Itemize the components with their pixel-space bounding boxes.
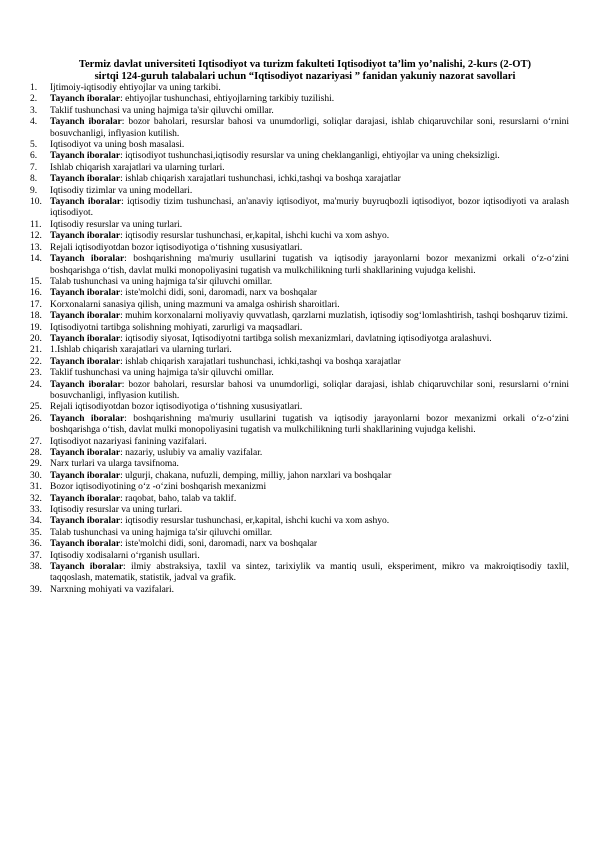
list-item: [30, 243, 569, 254]
item-number: 23.: [30, 368, 42, 379]
item-number: 29.: [30, 459, 42, 470]
item-number: 36.: [30, 539, 42, 550]
item-number: 7.: [30, 162, 38, 173]
item-text: [50, 300, 569, 311]
keyword-label: Tayanch iboralar: [50, 254, 125, 265]
item-text: [50, 220, 569, 231]
item-text: [50, 151, 569, 162]
item-body: Bozor iqtisodiyotining o‘z -o‘zini boshqarish mexanizmi: [50, 482, 267, 493]
item-body: : bozor baholari, resurslar bahosi va unumdorligi, soliqlar darajasi, ishlab chiqaruvchilar soni, resurslarni o‘rnini bosuvchanligi, inflyasion kutilish.: [50, 379, 569, 401]
item-text: [50, 380, 569, 403]
keyword-label: Tayanch iboralar: [50, 197, 122, 208]
item-text: [50, 231, 569, 242]
item-text: [50, 345, 569, 356]
item-body: : raqobat, baho, talab va taklif.: [120, 493, 237, 504]
list-item: [30, 163, 569, 174]
item-text: [50, 174, 569, 185]
item-body: Iqtisodiy resurslar va uning turlari.: [50, 219, 183, 230]
item-body: Iqtisodiy xodisalarni o‘rganish usullari.: [50, 550, 200, 561]
keyword-label: Tayanch iboralar: [50, 470, 121, 481]
question-list: [30, 83, 569, 596]
item-body: Iqtisodiyot nazariyasi fanining vazifalari.: [50, 436, 207, 447]
item-text: [50, 414, 569, 437]
list-item: [30, 471, 569, 482]
list-item: [30, 83, 569, 94]
item-number: 37.: [30, 550, 42, 561]
item-number: 12.: [30, 231, 42, 242]
keyword-label: Tayanch iboralar: [50, 151, 121, 162]
item-body: Korxonalarni sanasiya qilish, uning mazmuni va amalga oshirish sharoitlari.: [50, 299, 340, 310]
item-number: 15.: [30, 276, 42, 287]
item-text: [50, 83, 569, 94]
item-number: 14.: [30, 254, 42, 265]
item-text: [50, 368, 569, 379]
list-item: [30, 505, 569, 516]
item-number: 4.: [30, 117, 38, 128]
keyword-label: Tayanch iboralar: [50, 516, 121, 527]
list-item: [30, 254, 569, 277]
item-text: [50, 334, 569, 345]
item-text: [50, 186, 569, 197]
item-text: [50, 482, 569, 493]
item-number: 34.: [30, 516, 42, 527]
list-item: [30, 516, 569, 527]
list-item: [30, 585, 569, 596]
item-number: 28.: [30, 448, 42, 458]
item-number: 8.: [30, 174, 38, 185]
item-body: : ilmiy abstraksiya, taxlil va sintez, tarixiylik va mantiq usuli, eksperiment, mikro va makroiqtisodiy taxlil, taqqoslash, matematik, statistik, jadval va grafik.: [50, 562, 569, 584]
list-item: [30, 528, 569, 539]
item-number: 22.: [30, 356, 42, 367]
list-item: [30, 368, 569, 379]
item-body: Ishlab chiqarish xarajatlari va ularning turlari.: [50, 162, 225, 173]
item-body: : ehtiyojlar tushunchasi, ehtiyojlarning tarkibiy tuzilishi.: [120, 94, 335, 105]
item-text: [50, 471, 569, 482]
title-line-1: Termiz davlat universiteti Iqtisodiyot va turizm fakulteti Iqtisodiyot ta’lim yo’nalishi, 2-kurs (2-OT): [78, 59, 532, 70]
item-text: [50, 197, 569, 220]
item-text: [50, 459, 569, 470]
item-body: Taklif tushunchasi va uning hajmiga ta'sir qiluvchi omillar.: [50, 368, 274, 379]
item-body: : iqtisodiyot tushunchasi,iqtisodiy resurslar va uning cheklanganligi, ehtiyojlar va uning cheksizligi.: [120, 151, 500, 162]
item-body: : boshqarishning ma'muriy usullarini tugatish va iqtisodiy jarayonlarni bozor mexanizmi orkali o‘z-o‘zini boshqarishga o‘tish, davlat mulki monopoliyasini tugatish va mulkchilikning turli shakllarining vujudga kelishi.: [50, 254, 570, 276]
item-text: [50, 243, 569, 254]
item-body: : iste'molchi didi, soni, daromadi, narx va boshqalar: [120, 539, 318, 550]
item-number: 6.: [30, 151, 38, 162]
item-body: Talab tushunchasi va uning hajmiga ta'sir qiluvchi omillar.: [50, 527, 273, 538]
item-body: Iqtisodiy tizimlar va uning modellari.: [50, 185, 193, 196]
keyword-label: Tayanch iboralar: [50, 117, 122, 128]
list-item: [30, 174, 569, 185]
item-text: [50, 448, 569, 459]
item-number: 33.: [30, 505, 42, 516]
keyword-label: Tayanch iboralar: [50, 562, 124, 573]
keyword-label: Tayanch iboralar: [50, 174, 121, 185]
item-number: 19.: [30, 322, 42, 333]
item-text: [50, 437, 569, 448]
item-text: [50, 551, 569, 562]
item-body: Taklif tushunchasi va uning hajmiga ta'sir qiluvchi omillar.: [50, 105, 274, 116]
item-body: Narx turlari va ularga tavsifnoma.: [50, 459, 179, 470]
list-item: [30, 151, 569, 162]
item-text: [50, 505, 569, 516]
list-item: [30, 380, 569, 403]
item-text: [50, 117, 569, 140]
item-number: 38.: [30, 562, 42, 573]
list-item: [30, 414, 569, 437]
item-text: [50, 163, 569, 174]
list-item: [30, 186, 569, 197]
list-item: [30, 437, 569, 448]
item-text: [50, 562, 569, 585]
list-item: [30, 277, 569, 288]
item-number: 13.: [30, 242, 42, 253]
list-item: [30, 482, 569, 493]
list-item: [30, 94, 569, 105]
list-item: [30, 345, 569, 356]
list-item: [30, 288, 569, 299]
item-text: [50, 323, 569, 334]
item-number: 30.: [30, 470, 42, 481]
item-text: [50, 402, 569, 413]
list-item: [30, 197, 569, 220]
item-body: Ijtimoiy-iqtisodiy ehtiyojlar va uning tarkibi.: [50, 83, 221, 93]
item-body: Narxning mohiyati va vazifalari.: [50, 584, 174, 595]
list-item: [30, 494, 569, 505]
list-item: [30, 459, 569, 470]
list-item: [30, 140, 569, 151]
list-item: [30, 402, 569, 413]
item-body: Rejali iqtisodiyotdan bozor iqtisodiyotiga o‘tishning xususiyatlari.: [50, 242, 303, 253]
item-number: 35.: [30, 527, 42, 538]
item-body: Iqtisodiyot va uning bosh masalasi.: [50, 140, 185, 151]
item-number: 2.: [30, 94, 38, 105]
item-text: [50, 277, 569, 288]
list-item: [30, 562, 569, 585]
keyword-label: Tayanch iboralar: [50, 379, 122, 390]
item-body: Iqtisodiyotni tartibga solishning mohiyati, zarurligi va maqsadlari.: [50, 322, 303, 333]
item-body: : ulgurji, chakana, nufuzli, demping, milliy, jahon narxlari va boshqalar: [120, 470, 392, 481]
item-number: 27.: [30, 436, 42, 447]
item-body: : ishlab chiqarish xarajatlari tushunchasi, ichki,tashqi va boshqa xarajatlar: [120, 356, 401, 367]
list-item: [30, 117, 569, 140]
item-body: : iqtisodiy resurslar tushunchasi, er,kapital, ishchi kuchi va xom ashyo.: [120, 231, 390, 242]
list-item: [30, 323, 569, 334]
item-body: : ishlab chiqarish xarajatlari tushunchasi, ichki,tashqi va boshqa xarajatlar: [120, 174, 401, 185]
list-item: [30, 300, 569, 311]
list-item: [30, 357, 569, 368]
list-item: [30, 106, 569, 117]
item-number: 3.: [30, 105, 38, 116]
keyword-label: Tayanch iboralar: [50, 231, 121, 242]
item-text: [50, 311, 569, 322]
list-item: [30, 311, 569, 322]
item-text: [50, 140, 569, 151]
title-line-2: sirtqi 124-guruh talabalari uchun “Iqtisodiyot nazariyasi ” fanidan yakuniy nazorat savollari: [94, 71, 516, 82]
item-text: [50, 254, 569, 277]
page-title: [40, 59, 570, 83]
list-item: [30, 539, 569, 550]
list-item: [30, 448, 569, 459]
item-text: [50, 288, 569, 299]
item-body: : boshqarishning ma'muriy usullarini tugatish va iqtisodiy jarayonlarni bozor mexanizmi orkali o‘z-o‘zini boshqarishga o‘tish, davlat mulki monopoliyasini tugatish va mulkchilikning turli shakllarining vujudga kelishi.: [50, 413, 570, 436]
list-item: [30, 231, 569, 242]
item-body: Iqtisodiy resurslar va uning turlari.: [50, 505, 183, 516]
list-item: [30, 220, 569, 231]
list-item: [30, 334, 569, 345]
item-number: 20.: [30, 333, 42, 344]
item-text: [50, 494, 569, 505]
keyword-label: Tayanch iboralar: [50, 493, 121, 504]
item-body: : nazariy, uslubiy va amaliy vazifalar.: [120, 448, 263, 458]
item-number: 24.: [30, 379, 42, 390]
item-number: 11.: [30, 219, 42, 230]
item-body: : iqtisodiy tizim tushunchasi, an'anaviy iqtisodiyot, ma'muriy buyruqbozli iqtisodiyot, bozor iqtisodiyoti va aralash iqtisodiyot.: [50, 197, 569, 219]
item-number: 18.: [30, 311, 42, 322]
item-number: 39.: [30, 584, 42, 595]
keyword-label: Tayanch iboralar: [50, 413, 125, 424]
item-number: 9.: [30, 185, 38, 196]
item-text: [50, 516, 569, 527]
item-number: 26.: [30, 413, 42, 424]
item-body: Rejali iqtisodiyotdan bozor iqtisodiyotiga o‘tishning xususiyatlari.: [50, 402, 303, 413]
item-number: 32.: [30, 493, 42, 504]
keyword-label: Tayanch iboralar: [50, 333, 121, 344]
item-number: 16.: [30, 288, 42, 299]
keyword-label: Tayanch iboralar: [50, 311, 121, 322]
item-text: [50, 94, 569, 105]
item-body: : muhim korxonalarni moliyaviy quvvatlash, qarzlarni muzlatish, iqtisodiy sog‘lomlashtirish, tashqi boshqaruv tizimi.: [120, 311, 568, 322]
item-number: 25.: [30, 402, 42, 413]
keyword-label: Tayanch iboralar: [50, 288, 121, 299]
item-number: 5.: [30, 140, 38, 151]
item-text: [50, 357, 569, 368]
keyword-label: Tayanch iboralar: [50, 539, 121, 550]
item-body: Talab tushunchasi va uning hajmiga ta'sir qiluvchi omillar.: [50, 276, 273, 287]
item-number: 21.: [30, 345, 42, 356]
keyword-label: Tayanch iboralar: [50, 448, 121, 458]
keyword-label: Tayanch iboralar: [50, 356, 121, 367]
item-text: [50, 539, 569, 550]
item-body: : bozor baholari, resurslar bahosi va unumdorligi, soliqlar darajasi, ishlab chiqaruvchilar soni, resurslarni o‘rnini bosuvchanligi, inflyasion kutilish.: [50, 117, 569, 139]
item-number: 10.: [30, 197, 42, 208]
keyword-label: Tayanch iboralar: [50, 94, 121, 105]
list-item: [30, 551, 569, 562]
item-text: [50, 106, 569, 117]
item-number: 31.: [30, 482, 42, 493]
item-number: 17.: [30, 299, 42, 310]
item-number: 1.: [30, 83, 38, 93]
item-text: [50, 585, 569, 596]
item-body: : iste'molchi didi, soni, daromadi, narx va boshqalar: [120, 288, 318, 299]
item-text: [50, 528, 569, 539]
item-body: : iqtisodiy siyosat, Iqtisodiyotni tartibga solish mexanizmlari, davlatning iqtisodiyotga aralashuvi.: [120, 333, 492, 344]
item-body: 1.Ishlab chiqarish xarajatlari va ularning turlari.: [50, 345, 232, 356]
item-body: : iqtisodiy resurslar tushunchasi, er,kapital, ishchi kuchi va xom ashyo.: [120, 516, 390, 527]
